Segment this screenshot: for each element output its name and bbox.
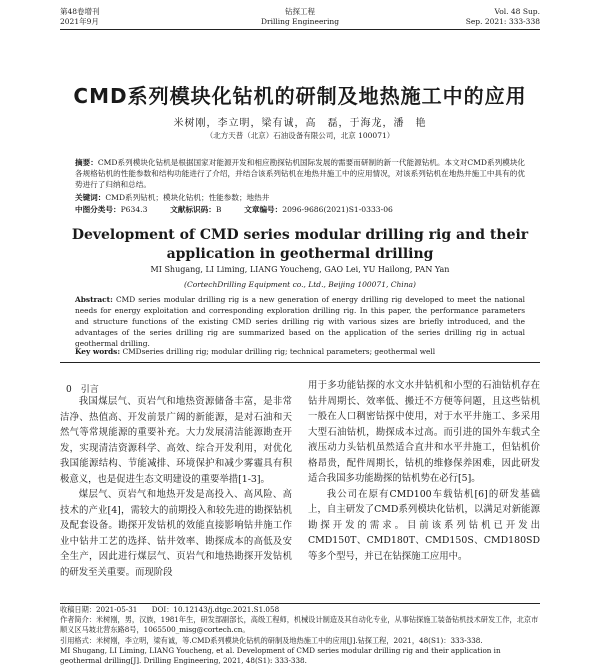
- doc-code-value: B: [215, 205, 222, 214]
- abstract-en-text: CMD series modular drilling rig is a new generation of energy drilling rig developed to meet the national needs for energy exploitation and corresponding exploration drilling rig. In this paper, the performance parameters and structure functions of the existing CMD series drilling rig with various sizes are briefly introduced, and the advantages of the series drilling rig are summarized based on the application of the series drilling rig in actual geothermal drilling.: [75, 295, 525, 348]
- abstract-cn: [75, 157, 525, 191]
- intro-paragraph-1: 我国煤层气、页岩气和地热资源储备丰富，是非常洁净、热值高、开发前景广阔的新能源，是对石油和天然气等常规能源的重要补充。大力发展清洁能源勘查开发，实现清洁资源科学、高效、综合开发利用，对优化我国能源结构、节能减排、环境保护和减少雾霾具有积极意义，也是促进生态文明建设的重要举措[1-3]。: [60, 396, 292, 485]
- footnote-citation-en: MI Shugang, LI Liming, LIANG Youcheng, et al. Development of CMD series modular drilling rig and their application in geothermal drilling[J]. Drilling Engineering, 2021, 48(S1): 333-338.: [60, 645, 501, 666]
- journal-pages: Sep. 2021: 333-338: [465, 17, 540, 26]
- keywords-cn: [75, 192, 525, 203]
- abstract-rule: [60, 362, 540, 363]
- header-right: [466, 7, 540, 27]
- abstract-en-label: Abstract:: [75, 295, 113, 304]
- keywords-en: [75, 346, 525, 357]
- paper-title-cn: CMD系列模块化钻机的研制及地热施工中的应用: [73, 84, 527, 108]
- journal-name-cn: 钻探工程: [285, 7, 315, 16]
- intro-paragraph-4: 我公司在原有CMD100车载钻机[6]的研发基础上，自主研发了CMD系列模块化钻机，以满足对新能源勘探开发的需求。目前该系列钻机已开发出CMD150T、CMD180T、CMD150S、CMD180SD等多个型号，并已在钻探施工应用中。: [308, 488, 540, 562]
- footnote-received: 收稿日期：2021-05-31 DOI：10.12143/j.dtgc.2021.S1.058: [60, 605, 280, 614]
- intro-paragraph-2: 煤层气、页岩气和地热开发是高投入、高风险、高技术的产业[4]，需较大的前期投入和较先进的勘探钻机及配套设备。勘探开发钻机的效能直接影响钻井施工作业中钻井工艺的选择、钻井效率、勘探成本的高低及安全生产，因此进行煤层气、页岩气和地热勘探开发钻机的研发至关重要。而现阶段: [60, 489, 292, 578]
- header-left: [60, 7, 100, 27]
- authors-en: MI Shugang, LI Liming, LIANG Youcheng, GAO Lei, YU Hailong, PAN Yan: [150, 265, 450, 274]
- paper-title-en: Development of CMD series modular drilling rig and their application in geothermal drilling: [71, 227, 529, 262]
- abstract-en: [75, 294, 525, 349]
- abstract-cn-label: 摘要：: [75, 158, 98, 167]
- article-no-label: 文章编号：: [244, 205, 283, 214]
- intro-paragraph-3: 用于多功能钻探的水文水井钻机和小型的石油钻机存在钻井周期长、效率低、搬迁不方便等问题，且这些钻机一般在人口稠密钻探中使用，对于水平井施工、多采用大型石油钻机，勘探成本过高。而引进的国外车载式全液压动力头钻机虽然适合直井和水平井施工，但钻机价格昂贵，配件周期长，钻机的维修保养困难，因此研发适合我国多功能勘探的钻机势在必行[5]。: [308, 380, 540, 484]
- footnote-rule: [60, 603, 540, 604]
- journal-volume: 第48卷增刊: [60, 7, 100, 16]
- journal-volume-en: Vol. 48 Sup.: [494, 7, 540, 16]
- keywords-cn-label: 关键词：: [75, 193, 106, 202]
- clc-label: 中图分类号：: [75, 205, 121, 214]
- affiliation-cn: （北方天普（北京）石油设备有限公司，北京 100071）: [205, 131, 395, 140]
- doc-code-label: 文献标识码：: [170, 205, 216, 214]
- footnote-author-bio: 作者简介：米树刚，男，汉族，1981年生，研发部副部长，高级工程师，机械设计制造及其自动化专业，从事钻探施工装备钻机技术研发工作，北京市顺义区马坡北营东路8号，1065500_misg@cortech.cn。: [60, 615, 539, 635]
- keywords-en-label: Key words:: [75, 347, 121, 356]
- section-heading: 0 引言: [66, 385, 99, 395]
- abstract-cn-text: CMD系列模块化钻机是根据国家对能源开发和相应勘探钻机国际发展的需要而研制的新一代能源钻机。本文对CMD系列模块化各规格钻机的性能参数和结构功能进行了介绍，并结合该系列钻机在地热井施工中的应用情况，对该系列钻机在地热井施工中具有的优势进行了归纳和总结。: [75, 158, 526, 190]
- header-rule: [60, 29, 540, 30]
- keywords-en-text: CMDseries drilling rig; modular drilling rig; technical parameters; geothermal well: [122, 347, 436, 356]
- authors-cn: 米树刚，李立明，梁有诚，高 磊，于海龙，潘 艳: [173, 118, 427, 129]
- journal-name-en: Drilling Engineering: [260, 17, 340, 26]
- keywords-cn-text: CMD系列钻机；模块化钻机；性能参数；地热井: [105, 193, 270, 202]
- classification-line: [75, 204, 535, 215]
- header-center: [240, 7, 360, 27]
- affiliation-en: (CortechDrilling Equipment co., Ltd., Beijing 100071, China): [184, 280, 416, 289]
- body-left-column: [60, 394, 292, 580]
- article-no-value: 2096-9686(2021)S1-0333-06: [282, 205, 393, 214]
- footnote: [60, 605, 540, 666]
- body-right-column: [308, 378, 540, 564]
- footnote-citation-cn: 引用格式：米树刚，李立明，梁有诚，等.CMD系列模块化钻机的研制及地热施工中的应用[J].钻探工程，2021，48(S1)：333-338.: [60, 635, 483, 645]
- clc-value: P634.3: [120, 205, 148, 214]
- journal-date: 2021年9月: [60, 17, 99, 26]
